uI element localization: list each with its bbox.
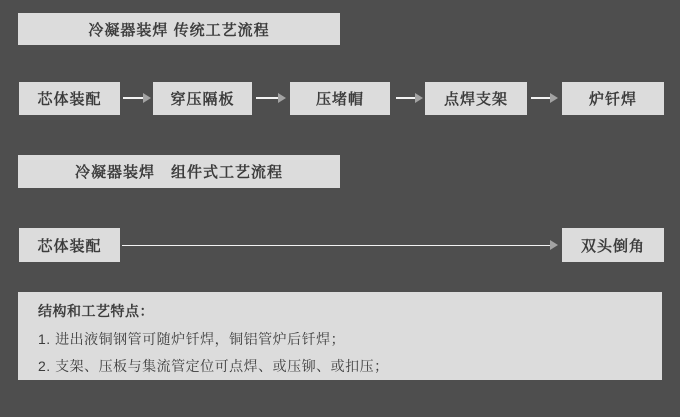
arrow-head-icon <box>550 240 558 250</box>
long-flow-arrow-icon <box>122 240 558 250</box>
arrow-line <box>396 97 415 99</box>
step-furnace-brazing: 炉钎焊 <box>562 82 664 115</box>
step-press-plug-cap: 压堵帽 <box>290 82 390 115</box>
step-double-end-chamfer: 双头倒角 <box>562 228 664 262</box>
arrow-line <box>531 97 550 99</box>
flow-arrow-icon <box>531 93 558 103</box>
flow-arrow-icon <box>123 93 151 103</box>
note-item: 2. 支架、压板与集流管定位可点焊、或压铆、或扣压； <box>38 358 389 374</box>
notes-heading: 结构和工艺特点： <box>38 303 154 319</box>
flow-arrow-icon <box>256 93 286 103</box>
arrow-line <box>123 97 143 99</box>
modular-flow-title: 冷凝器装焊 组件式工艺流程 <box>18 155 340 188</box>
flow-arrow-icon <box>396 93 423 103</box>
arrow-head-icon <box>278 93 286 103</box>
note-item: 1. 进出液铜钢管可随炉钎焊，铜铝管炉后钎焊； <box>38 331 346 347</box>
arrow-head-icon <box>415 93 423 103</box>
arrow-head-icon <box>550 93 558 103</box>
traditional-flow-title: 冷凝器装焊 传统工艺流程 <box>18 13 340 45</box>
notes-panel <box>18 292 662 380</box>
step-core-assembly: 芯体装配 <box>19 82 120 115</box>
step-insert-pressure-partition: 穿压隔板 <box>153 82 252 115</box>
arrow-head-icon <box>143 93 151 103</box>
arrow-line <box>256 97 278 99</box>
step-spot-weld-bracket: 点焊支架 <box>425 82 527 115</box>
step-core-assembly-modular: 芯体装配 <box>19 228 120 262</box>
arrow-line <box>122 245 550 246</box>
